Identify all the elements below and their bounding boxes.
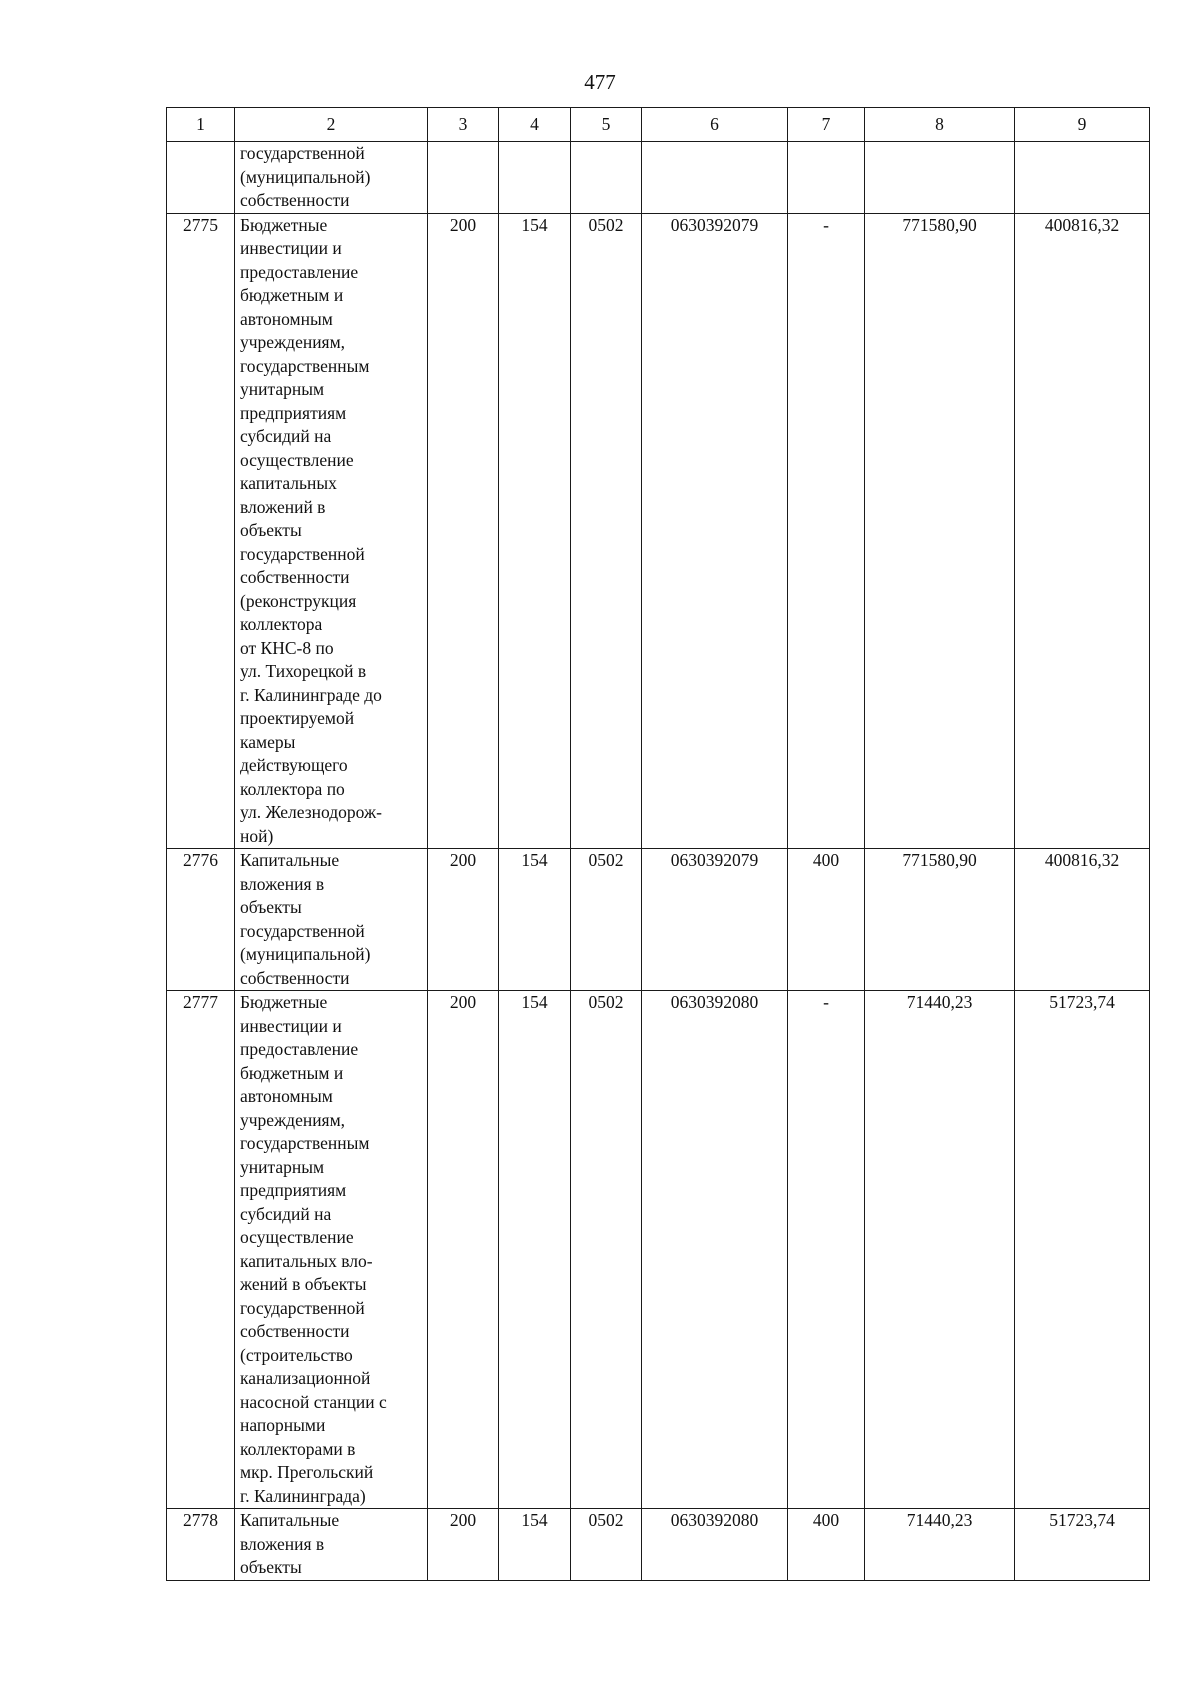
item-name-line: предоставление [240, 261, 359, 282]
item-name-line: собственности [240, 190, 350, 210]
item-name-line: (строительство [240, 1344, 353, 1365]
item-name-line: вложения в [240, 873, 325, 894]
column-4-cell: 154 [499, 849, 571, 991]
code-cell: 0630392080 [642, 991, 788, 1509]
table-row [167, 991, 1150, 1509]
item-name-line: коллектора по [240, 778, 345, 799]
table-row [167, 849, 1150, 991]
row-number-cell: 2777 [167, 991, 235, 1509]
item-name-line: субсидий на [240, 1203, 332, 1224]
item-name-line: (муниципальной) [240, 166, 371, 187]
item-name-line: насосной станции с [240, 1391, 387, 1412]
column-header-2: 2 [235, 108, 428, 142]
item-name-line: мкр. Прегольский [240, 1462, 374, 1482]
row-number-cell: 2776 [167, 849, 235, 991]
item-name-line: инвестиции и [240, 238, 342, 258]
item-name-line: объекты [240, 1557, 302, 1577]
item-name-line: унитарным [240, 1156, 325, 1177]
item-name-line: учреждениям, [240, 332, 346, 352]
column-header-4: 4 [499, 108, 571, 142]
item-name-line: собственности [240, 967, 350, 988]
item-name-line: ной) [240, 825, 274, 846]
column-4-cell: 154 [499, 991, 571, 1509]
column-3-cell [428, 142, 499, 214]
column-7-cell: 400 [788, 849, 865, 991]
amount-cell: 51723,74 [1015, 1509, 1150, 1581]
column-7-cell: - [788, 991, 865, 1509]
item-name-line: государственным [240, 355, 370, 376]
item-name-line: г. Калининграде до [240, 684, 382, 705]
amount-cell: 400816,32 [1015, 213, 1150, 849]
column-4-cell: 154 [499, 213, 571, 849]
column-header-6: 6 [642, 108, 788, 142]
budget-table [166, 107, 1150, 1581]
item-name-line: автономным [240, 1086, 333, 1106]
column-4-cell: 154 [499, 1509, 571, 1581]
column-3-cell: 200 [428, 991, 499, 1509]
item-name-line: объекты [240, 520, 302, 540]
column-header-5: 5 [571, 108, 642, 142]
item-name-line: предоставление [240, 1039, 359, 1059]
amount-cell: 400816,32 [1015, 849, 1150, 991]
column-7-cell: 400 [788, 1509, 865, 1581]
column-4-cell [499, 142, 571, 214]
item-name-line: проектируемой [240, 708, 355, 728]
item-name-line: субсидий на [240, 426, 332, 446]
item-name-line: ул. Тихорецкой в [240, 661, 367, 681]
column-header-9: 9 [1015, 108, 1150, 142]
item-name-line: Капитальные [240, 850, 340, 870]
item-name-cell [235, 849, 428, 991]
item-name-line: государственной [240, 1297, 365, 1318]
code-cell [642, 142, 788, 214]
item-name-line: (реконструкция [240, 590, 357, 611]
item-name-line: от КНС-8 по [240, 637, 334, 658]
page-number: 477 [584, 70, 616, 94]
item-name-line: капитальных [240, 473, 337, 493]
item-name-line: капитальных вло- [240, 1250, 373, 1271]
column-header-1: 1 [167, 108, 235, 142]
item-name-line: собственности [240, 1321, 350, 1341]
item-name-line: вложения в [240, 1533, 325, 1554]
code-cell: 0630392079 [642, 213, 788, 849]
table-row [167, 1509, 1150, 1581]
item-name-cell [235, 213, 428, 849]
item-name-line: Капитальные [240, 1510, 340, 1530]
table-body [167, 142, 1150, 1581]
item-name-cell [235, 991, 428, 1509]
item-name-line: осуществление [240, 449, 354, 470]
item-name-line: Бюджетные [240, 992, 328, 1012]
item-name-cell [235, 1509, 428, 1581]
item-name-line: г. Калининграда) [240, 1485, 366, 1506]
item-name-line: государственным [240, 1133, 370, 1153]
column-5-cell: 0502 [571, 213, 642, 849]
column-3-cell: 200 [428, 849, 499, 991]
item-name-line: жений в объекты [240, 1274, 367, 1294]
item-name-cell [235, 142, 428, 214]
code-cell: 0630392079 [642, 849, 788, 991]
item-name-line: государственной [240, 920, 365, 941]
item-name-line: коллекторами в [240, 1438, 356, 1459]
amount-cell [865, 142, 1015, 214]
item-name-line: объекты [240, 897, 302, 917]
item-name-line: инвестиции и [240, 1015, 342, 1036]
row-number-cell [167, 142, 235, 214]
item-name-line: собственности [240, 567, 350, 587]
amount-cell: 71440,23 [865, 1509, 1015, 1581]
item-name-line: коллектора [240, 614, 323, 634]
row-number-cell: 2778 [167, 1509, 235, 1581]
column-header-8: 8 [865, 108, 1015, 142]
item-name-line: осуществление [240, 1227, 354, 1247]
item-name-line: унитарным [240, 379, 325, 399]
item-name-line: канализационной [240, 1368, 371, 1388]
item-name-line: учреждениям, [240, 1109, 346, 1130]
header-row [167, 108, 1150, 142]
item-name-line: вложений в [240, 496, 326, 517]
amount-cell [1015, 142, 1150, 214]
table-row [167, 213, 1150, 849]
amount-cell: 71440,23 [865, 991, 1015, 1509]
amount-cell: 51723,74 [1015, 991, 1150, 1509]
column-3-cell: 200 [428, 213, 499, 849]
column-5-cell: 0502 [571, 1509, 642, 1581]
column-5-cell [571, 142, 642, 214]
column-3-cell: 200 [428, 1509, 499, 1581]
amount-cell: 771580,90 [865, 849, 1015, 991]
table-row [167, 142, 1150, 214]
item-name-line: государственной [240, 143, 365, 163]
column-5-cell: 0502 [571, 849, 642, 991]
column-7-cell [788, 142, 865, 214]
item-name-line: бюджетным и [240, 285, 344, 305]
item-name-line: (муниципальной) [240, 944, 371, 964]
item-name-line: предприятиям [240, 1180, 347, 1200]
item-name-line: ул. Железнодорож- [240, 802, 382, 822]
item-name-line: государственной [240, 543, 365, 564]
column-header-7: 7 [788, 108, 865, 142]
item-name-line: действующего [240, 755, 348, 775]
column-header-3: 3 [428, 108, 499, 142]
item-name-line: напорными [240, 1415, 326, 1435]
item-name-line: камеры [240, 731, 296, 752]
item-name-line: бюджетным и [240, 1062, 344, 1083]
item-name-line: автономным [240, 308, 333, 329]
item-name-line: Бюджетные [240, 214, 328, 235]
row-number-cell: 2775 [167, 213, 235, 849]
item-name-line: предприятиям [240, 402, 347, 423]
amount-cell: 771580,90 [865, 213, 1015, 849]
code-cell: 0630392080 [642, 1509, 788, 1581]
column-5-cell: 0502 [571, 991, 642, 1509]
column-7-cell: - [788, 213, 865, 849]
